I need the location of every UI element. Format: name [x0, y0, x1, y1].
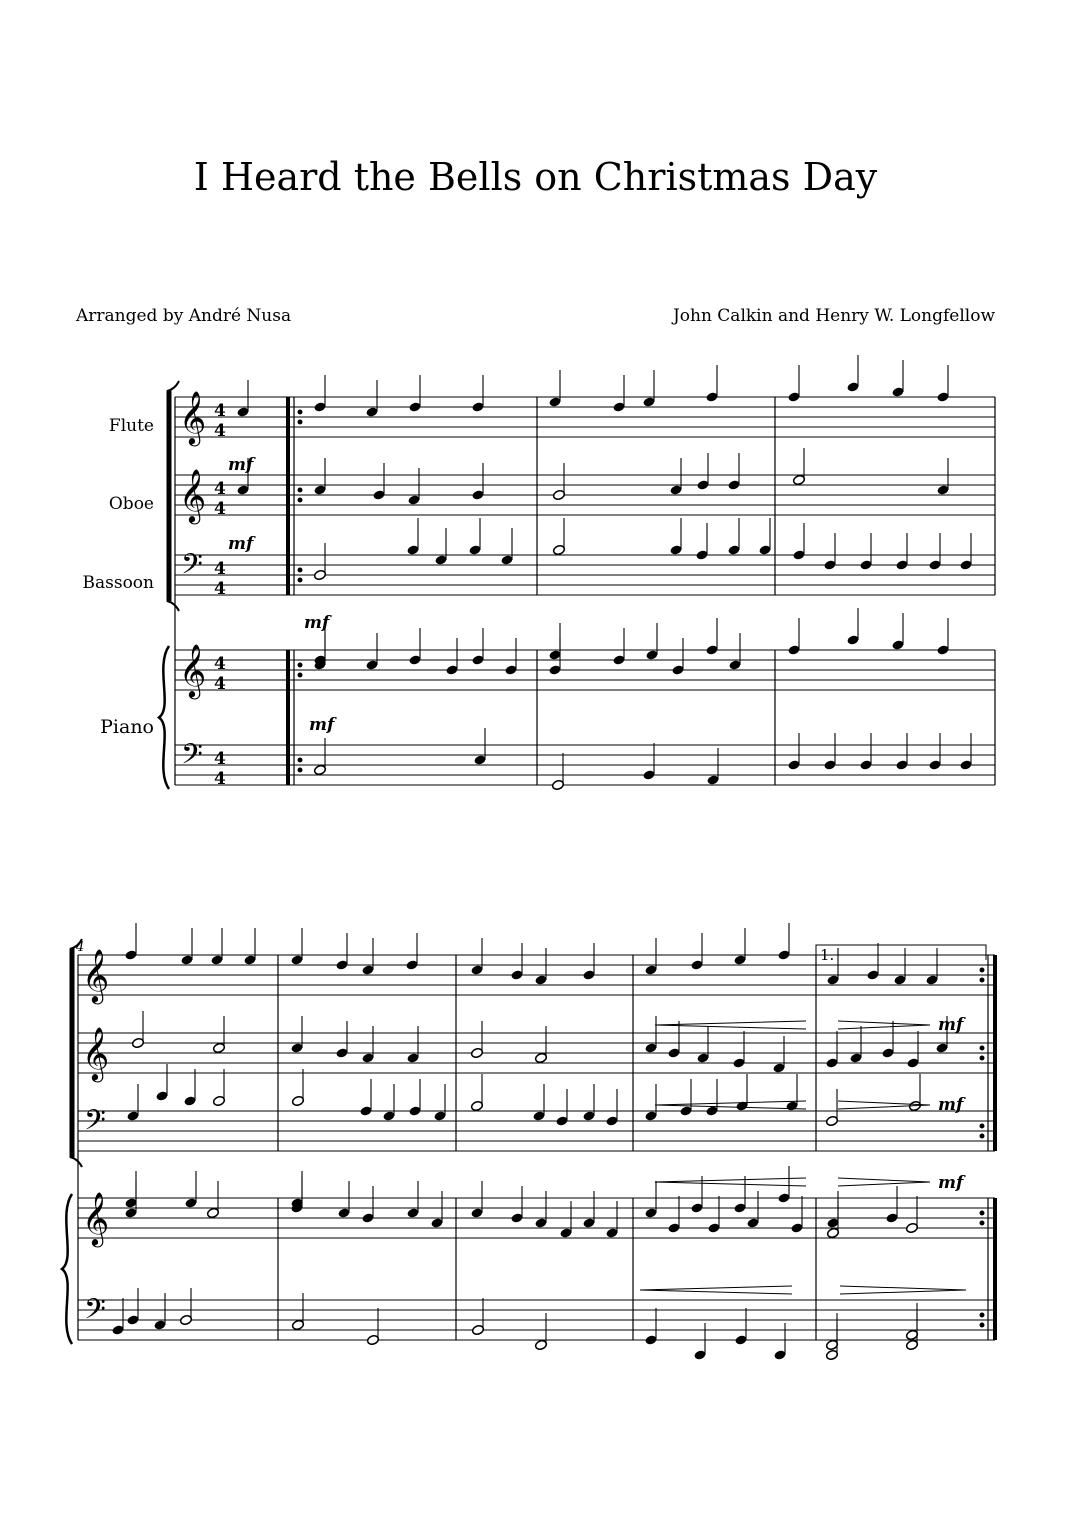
piano-label: Piano — [100, 716, 154, 738]
dynamic-mf: mf — [938, 1095, 964, 1115]
time-signature-bottom: 4 — [214, 579, 226, 599]
repeat-dot — [980, 1124, 984, 1128]
arranger-credit: Arranged by André Nusa — [76, 306, 292, 326]
crescendo-hairpin — [640, 1286, 792, 1294]
bracket-hook — [70, 939, 82, 949]
treble-clef-icon: 𝄞 — [179, 390, 207, 444]
decrescendo-hairpin — [838, 1178, 930, 1186]
treble-clef-icon: 𝄞 — [82, 1026, 110, 1080]
notes — [108, 355, 984, 1361]
time-signature-top: 4 — [214, 401, 226, 421]
dynamic-mf: mf — [228, 455, 254, 475]
time-signature-bottom: 4 — [214, 421, 226, 441]
repeat-dot — [298, 410, 302, 414]
bassoon-label: Bassoon — [82, 573, 154, 593]
time-signature-top: 4 — [214, 749, 226, 769]
time-signature-top: 4 — [214, 654, 226, 674]
repeat-dot — [980, 1134, 984, 1138]
time-signature-bottom: 4 — [214, 674, 226, 694]
bracket-hook — [70, 1157, 82, 1167]
time-signature-top: 4 — [214, 559, 226, 579]
repeat-dot — [980, 1046, 984, 1050]
volta-bracket — [816, 945, 986, 960]
treble-clef-icon: 𝄞 — [179, 643, 207, 697]
repeat-dot — [298, 578, 302, 582]
bass-clef-icon: 𝄢 — [181, 548, 203, 588]
repeat-dot — [980, 978, 984, 982]
ensemble-bracket — [167, 391, 171, 601]
crescendo-hairpin — [655, 1178, 806, 1186]
bass-clef-icon: 𝄢 — [181, 738, 203, 778]
volta-bracket-label: 1. — [820, 946, 835, 964]
dynamic-mf: mf — [228, 534, 254, 554]
repeat-dot — [980, 1056, 984, 1060]
bass-clef-icon: 𝄢 — [84, 1293, 106, 1333]
time-signature-bottom: 4 — [214, 499, 226, 519]
brackets — [62, 381, 179, 1344]
crescendo-hairpin — [655, 1101, 806, 1109]
time-signature-top: 4 — [214, 479, 226, 499]
decrescendo-hairpin — [838, 1021, 930, 1029]
repeat-dot — [980, 1323, 984, 1327]
barlines — [78, 397, 995, 1340]
dynamic-mf: mf — [938, 1015, 964, 1035]
repeat-dot — [298, 568, 302, 572]
clefs — [82, 390, 206, 1333]
repeat-dot — [298, 488, 302, 492]
repeat-dot — [980, 1313, 984, 1317]
page-title: I Heard the Bells on Christmas Day — [193, 155, 878, 199]
time-signatures — [214, 401, 226, 789]
treble-clef-icon: 𝄞 — [179, 468, 207, 522]
dynamic-mf: mf — [309, 715, 335, 735]
dynamic-mf: mf — [304, 613, 330, 633]
repeat-dot — [298, 498, 302, 502]
repeat-dot — [298, 663, 302, 667]
treble-clef-icon: 𝄞 — [82, 948, 110, 1002]
composer-credit: John Calkin and Henry W. Longfellow — [672, 306, 995, 326]
repeat-dot — [298, 673, 302, 677]
measure-number: 4 — [76, 940, 85, 955]
repeat-dot — [980, 1211, 984, 1215]
oboe-label: Oboe — [108, 494, 154, 514]
ensemble-bracket — [70, 949, 74, 1157]
flute-label: Flute — [108, 416, 154, 436]
crescendo-hairpin — [655, 1021, 806, 1029]
repeat-dot — [980, 1221, 984, 1225]
treble-clef-icon: 𝄞 — [82, 1191, 110, 1245]
piano-brace — [159, 646, 169, 789]
bracket-hook — [167, 381, 179, 391]
repeat-dot — [298, 768, 302, 772]
bass-clef-icon: 𝄢 — [84, 1104, 106, 1144]
repeat-dot — [298, 758, 302, 762]
dynamics — [228, 455, 966, 1193]
dynamic-mf: mf — [938, 1173, 964, 1193]
decrescendo-hairpin — [840, 1286, 966, 1294]
repeat-dot — [298, 420, 302, 424]
time-signature-bottom: 4 — [214, 769, 226, 789]
repeat-dot — [980, 968, 984, 972]
piano-brace — [62, 1194, 72, 1344]
bracket-hook — [167, 601, 179, 611]
